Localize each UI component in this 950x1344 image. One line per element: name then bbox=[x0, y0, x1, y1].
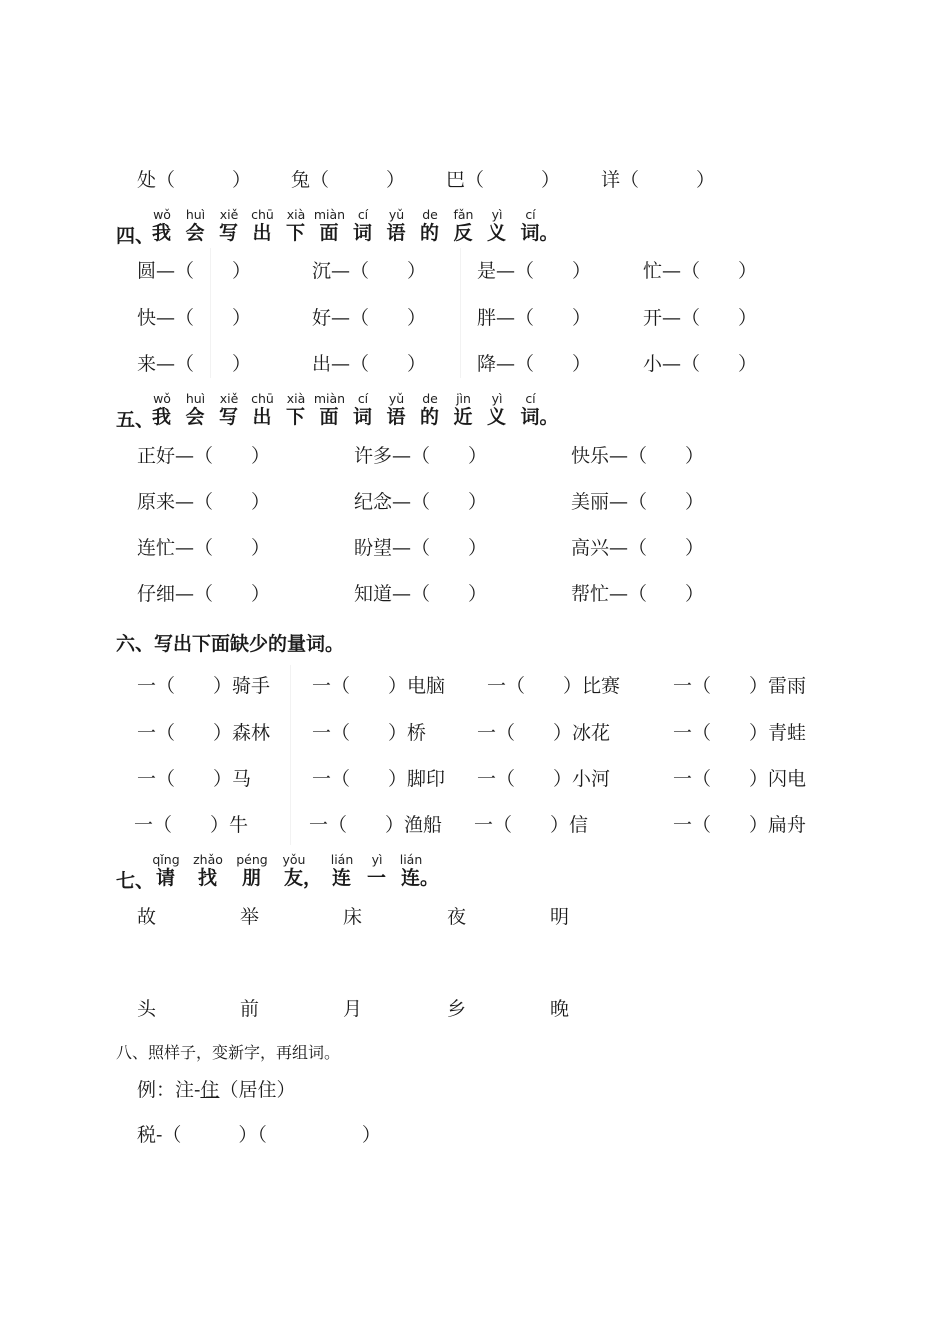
section-number: 五、 bbox=[116, 409, 155, 431]
example-new-char: 住 bbox=[200, 1079, 220, 1101]
heading-char: 下 bbox=[286, 222, 306, 244]
match-top-char[interactable]: 举 bbox=[240, 906, 260, 928]
measure-word-cell: 一（ ）扁舟 bbox=[673, 814, 807, 836]
measure-word-cell: 一（ ）青蛙 bbox=[673, 722, 807, 744]
pinyin-label: jìn bbox=[456, 391, 471, 406]
pinyin-label: cí bbox=[357, 207, 369, 222]
measure-word-cell: 一（ ）信 bbox=[474, 814, 589, 836]
antonym-cell: 圆—（ ） bbox=[137, 260, 252, 282]
antonym-cell: 小—（ ） bbox=[643, 353, 758, 375]
heading-char: 友， bbox=[284, 867, 323, 889]
antonym-cell: 沉—（ ） bbox=[312, 260, 427, 282]
measure-word-cell: 一（ ）比赛 bbox=[487, 675, 621, 697]
fill-cell: 巴（ ） bbox=[446, 169, 561, 191]
measure-word-cell: 一（ ）冰花 bbox=[477, 722, 611, 744]
fill-cell: 详（ ） bbox=[601, 169, 716, 191]
heading-char: 请 bbox=[156, 867, 176, 889]
pinyin-label: xiě bbox=[219, 207, 239, 222]
measure-word-cell: 一（ ）桥 bbox=[312, 722, 427, 744]
match-bottom-char[interactable]: 乡 bbox=[447, 998, 467, 1020]
section6-title: 六、写出下面缺少的量词。 bbox=[116, 633, 345, 655]
heading-char: 词 bbox=[353, 406, 373, 428]
heading-char: 我 bbox=[152, 406, 172, 428]
scan-line bbox=[460, 248, 461, 378]
pinyin-label: xiě bbox=[219, 391, 239, 406]
match-bottom-char[interactable]: 前 bbox=[240, 998, 260, 1020]
fill-cell: 兔（ ） bbox=[291, 169, 406, 191]
synonym-cell: 高兴—（ ） bbox=[571, 537, 705, 559]
pinyin-label: miàn bbox=[313, 391, 346, 406]
antonym-cell: 开—（ ） bbox=[643, 307, 758, 329]
pinyin-label: wǒ bbox=[153, 391, 171, 406]
pinyin-label: yì bbox=[491, 391, 503, 406]
heading-char: 写 bbox=[219, 406, 239, 428]
antonym-cell: 是—（ ） bbox=[477, 260, 592, 282]
heading-char: 语 bbox=[386, 406, 406, 428]
pinyin-label: chū bbox=[251, 391, 274, 406]
pinyin-label: lián bbox=[399, 852, 423, 867]
antonym-cell: 降—（ ） bbox=[477, 353, 592, 375]
pinyin-label: wǒ bbox=[153, 207, 171, 222]
heading-char: 找 bbox=[198, 867, 218, 889]
synonym-cell: 原来—（ ） bbox=[137, 491, 271, 513]
synonym-cell: 帮忙—（ ） bbox=[571, 583, 705, 605]
measure-word-cell: 一（ ）牛 bbox=[134, 814, 249, 836]
match-top-char[interactable]: 床 bbox=[343, 906, 363, 928]
heading-char: 出 bbox=[252, 222, 272, 244]
pinyin-label: zhǎo bbox=[193, 852, 223, 867]
pinyin-label: de bbox=[422, 391, 438, 406]
match-bottom-char[interactable]: 月 bbox=[343, 998, 363, 1020]
measure-word-cell: 一（ ）马 bbox=[137, 768, 252, 790]
heading-char: 近 bbox=[453, 406, 473, 428]
heading-char: 会 bbox=[185, 406, 205, 428]
pinyin-label: huì bbox=[185, 207, 206, 222]
pinyin-label: xià bbox=[286, 207, 306, 222]
antonym-cell: 来—（ ） bbox=[137, 353, 252, 375]
measure-word-cell: 一（ ）雷雨 bbox=[673, 675, 807, 697]
section8-example bbox=[137, 1078, 295, 1102]
match-bottom-char[interactable]: 头 bbox=[137, 998, 157, 1020]
pinyin-label: miàn bbox=[313, 207, 346, 222]
example-suffix: （居住） bbox=[219, 1079, 296, 1101]
synonym-cell: 正好—（ ） bbox=[137, 445, 271, 467]
match-top-char[interactable]: 夜 bbox=[447, 906, 467, 928]
match-top-char[interactable]: 故 bbox=[137, 906, 157, 928]
pinyin-label: qǐng bbox=[152, 852, 180, 867]
synonym-cell: 纪念—（ ） bbox=[354, 491, 488, 513]
heading-char: 朋 bbox=[242, 867, 262, 889]
heading-char: 写 bbox=[219, 222, 239, 244]
heading-char: 连 bbox=[332, 867, 352, 889]
antonym-cell: 胖—（ ） bbox=[477, 307, 592, 329]
pinyin-label: fǎn bbox=[453, 207, 474, 222]
pinyin-label: lián bbox=[330, 852, 354, 867]
heading-char: 词 bbox=[353, 222, 373, 244]
heading-char: 词。 bbox=[520, 406, 559, 428]
pinyin-label: de bbox=[422, 207, 438, 222]
measure-word-cell: 一（ ）脚印 bbox=[312, 768, 446, 790]
pinyin-label: yǒu bbox=[282, 852, 306, 867]
pinyin-label: péng bbox=[236, 852, 268, 867]
match-bottom-char[interactable]: 晚 bbox=[550, 998, 570, 1020]
pinyin-label: huì bbox=[185, 391, 206, 406]
fill-cell: 处（ ） bbox=[137, 169, 252, 191]
heading-char: 下 bbox=[286, 406, 306, 428]
heading-char: 面 bbox=[319, 406, 339, 428]
synonym-cell: 知道—（ ） bbox=[354, 583, 488, 605]
heading-char: 语 bbox=[386, 222, 406, 244]
heading-char: 一 bbox=[367, 867, 387, 889]
heading-char: 的 bbox=[420, 222, 440, 244]
heading-char: 会 bbox=[185, 222, 205, 244]
heading-char: 反 bbox=[453, 222, 473, 244]
measure-word-cell: 一（ ）小河 bbox=[477, 768, 611, 790]
heading-char: 义 bbox=[487, 222, 507, 244]
pinyin-label: xià bbox=[286, 391, 306, 406]
pinyin-label: chū bbox=[251, 207, 274, 222]
pinyin-label: yǔ bbox=[388, 391, 405, 406]
match-top-char[interactable]: 明 bbox=[550, 906, 570, 928]
synonym-cell: 连忙—（ ） bbox=[137, 537, 271, 559]
synonym-cell: 仔细—（ ） bbox=[137, 583, 271, 605]
example-prefix: 例：注- bbox=[137, 1079, 201, 1101]
synonym-cell: 盼望—（ ） bbox=[354, 537, 488, 559]
antonym-cell: 快—（ ） bbox=[137, 307, 252, 329]
synonym-cell: 美丽—（ ） bbox=[571, 491, 705, 513]
measure-word-cell: 一（ ）渔船 bbox=[309, 814, 443, 836]
section-number: 七、 bbox=[116, 870, 155, 892]
pinyin-label: yǔ bbox=[388, 207, 405, 222]
scan-line bbox=[290, 665, 291, 845]
heading-char: 的 bbox=[420, 406, 440, 428]
antonym-cell: 好—（ ） bbox=[312, 307, 427, 329]
synonym-cell: 快乐—（ ） bbox=[571, 445, 705, 467]
measure-word-cell: 一（ ）森林 bbox=[137, 722, 271, 744]
antonym-cell: 出—（ ） bbox=[312, 353, 427, 375]
pinyin-label: yì bbox=[491, 207, 503, 222]
heading-char: 连。 bbox=[401, 867, 440, 889]
pinyin-label: cí bbox=[525, 207, 536, 222]
measure-word-cell: 一（ ）骑手 bbox=[137, 675, 271, 697]
antonym-cell: 忙—（ ） bbox=[643, 260, 758, 282]
measure-word-cell: 一（ ）电脑 bbox=[312, 675, 446, 697]
pinyin-label: cí bbox=[357, 391, 369, 406]
synonym-cell: 许多—（ ） bbox=[354, 445, 488, 467]
heading-char: 义 bbox=[487, 406, 507, 428]
section8-task: 税-（ ）（ ） bbox=[137, 1124, 381, 1146]
heading-char: 出 bbox=[252, 406, 272, 428]
section8-title: 八、照样子，变新字，再组词。 bbox=[116, 1043, 341, 1062]
pinyin-label: yì bbox=[371, 852, 383, 867]
section-number: 四、 bbox=[116, 225, 155, 247]
pinyin-label: cí bbox=[525, 391, 536, 406]
measure-word-cell: 一（ ）闪电 bbox=[673, 768, 807, 790]
heading-char: 面 bbox=[319, 222, 339, 244]
heading-char: 词。 bbox=[520, 222, 559, 244]
heading-char: 我 bbox=[152, 222, 172, 244]
